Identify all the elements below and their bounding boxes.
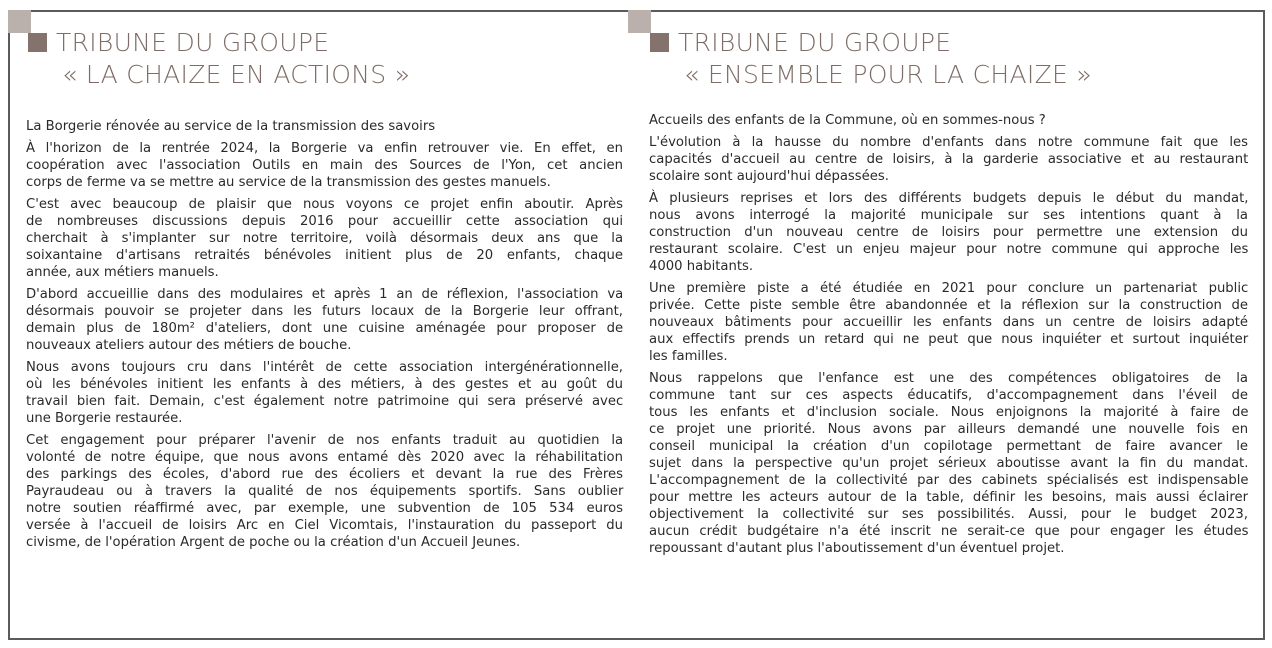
paragraph (26, 286, 623, 354)
text-line: nouveaux ateliers autour des métiers de bouche. (26, 338, 352, 353)
text-line: où les bénévoles initient les enfants à des métiers, à des gestes et au goût du (26, 377, 624, 392)
right-column-body (649, 112, 1248, 562)
heading-square-icon (28, 33, 47, 52)
left-heading (56, 27, 410, 91)
right-article-title: Accueils des enfants de la Commune, où en sommes-nous ? (649, 113, 1046, 128)
text-line: soixantaine d'artisans retraités bénévoles initient plus de 20 enfants, chaque (26, 248, 623, 263)
text-line: volonté de notre équipe, que nous avons entamé dès 2020 avec la réhabilitation (26, 450, 623, 465)
text-line: construction d'un nouveau centre de loisirs pour permettre une extension du (649, 225, 1248, 240)
text-line: L'accompagnement de la collectivité par des cabinets spécialisés est indispensable (649, 473, 1249, 488)
text-line: civisme, de l'opération Argent de poche ou la création d'un Accueil Jeunes. (26, 535, 521, 550)
text-line: capacités d'accueil au centre de loisirs, à la garderie associative et au restaurant (649, 152, 1249, 167)
text-line: Nous rappelons que l'enfance est une des compétences obligatoires de la (649, 371, 1248, 386)
text-line: Payraudeau ou à travers la qualité de nos équipements sportifs. Sans oublier (26, 484, 624, 499)
left-heading-line2: « LA CHAIZE EN ACTIONS » (62, 60, 411, 89)
left-heading-line1: TRIBUNE DU GROUPE (56, 28, 330, 57)
text-line: ce projet une priorité. Nous avons par ailleurs demandé une nouvelle fois en (649, 422, 1249, 437)
paragraph (26, 359, 623, 427)
paragraph (26, 196, 623, 281)
text-line: sujet dans la perspective qu'un projet sérieux aboutisse avant la fin du mandat. (649, 456, 1249, 471)
text-line: travail bien fait. Demain, c'est également notre patrimoine qui sera préservé avec (26, 394, 624, 409)
text-line: À l'horizon de la rentrée 2024, la Borgerie va enfin retrouver vie. En effet, en (26, 141, 623, 156)
text-line: des parkings des écoles, d'abord rue des écoliers et devant la rue des Frères (26, 467, 623, 482)
text-line: demain plus de 180m² d'ateliers, dont une cuisine aménagée pour proposer de (26, 321, 624, 336)
text-line: 4000 habitants. (649, 259, 754, 274)
left-column-body (26, 118, 623, 556)
paragraph (649, 190, 1248, 275)
heading-square-icon (650, 33, 669, 52)
text-line: coopération avec l'association Outils en main des Sources de l'Yon, cet ancien (26, 158, 623, 173)
paragraph (26, 140, 623, 191)
text-line: privée. Cette piste semble être abandonnée et la réflexion sur la construction de (649, 298, 1248, 313)
text-line: commune tant sur ces aspects éducatifs, d'accompagnement dans l'éveil de (649, 388, 1248, 403)
right-heading-line1: TRIBUNE DU GROUPE (678, 28, 952, 57)
text-line: objectivement la collectivité sur ses possibilités. Aussi, pour le budget 2023, (649, 507, 1248, 522)
text-line: C'est avec beaucoup de plaisir que nous voyons ce projet enfin aboutir. Après (26, 197, 623, 212)
text-line: scolaire sont aujourd'hui dépassées. (649, 169, 889, 184)
text-line: Nous avons toujours cru dans l'intérêt de cette association intergénérationnelle, (26, 360, 623, 375)
text-line: repoussant d'autant plus l'aboutissement d'un éventuel projet. (649, 541, 1065, 556)
text-line: aucun crédit budgétaire n'a été inscrit ne serait-ce que pour engager les études (649, 524, 1249, 539)
text-line: aux effectifs prends un retard qui ne peut que nous inquiéter et surtout inquiéter (649, 332, 1249, 347)
right-heading-line2: « ENSEMBLE POUR LA CHAIZE » (684, 60, 1092, 89)
paragraph (649, 280, 1248, 365)
corner-square-light-icon (628, 10, 651, 33)
text-line: nous avons interrogé la majorité municipale sur ses intentions quant à la (649, 208, 1248, 223)
text-line: de nombreuses discussions depuis 2016 pour accueillir cette association qui (26, 214, 623, 229)
text-line: désormais pouvoir se projeter dans les futurs locaux de la Borgerie leur offrant, (26, 304, 623, 319)
text-line: D'abord accueillie dans des modulaires et après 1 an de réflexion, l'association va (26, 287, 624, 302)
text-line: une Borgerie restaurée. (26, 411, 183, 426)
corner-square-light-icon (8, 10, 31, 33)
text-line: année, aux métiers manuels. (26, 265, 219, 280)
text-line: versée à l'accueil de loisirs Arc en Ciel Vicomtais, l'instauration du passeport du (26, 518, 623, 533)
text-line: L'évolution à la hausse du nombre d'enfants dans notre commune fait que les (649, 135, 1248, 150)
text-line: les familles. (649, 349, 728, 364)
text-line: corps de ferme va se mettre au service de la transmission des gestes manuels. (26, 175, 551, 190)
text-line: nouveaux bâtiments pour accueillir les enfants dans un centre de loisirs adapté (649, 315, 1248, 330)
text-line: notre soutien réaffirmé avec, par exemple, une subvention de 105 534 euros (26, 501, 624, 516)
text-line: Cet engagement pour préparer l'avenir de nos enfants traduit au quotidien la (26, 433, 624, 448)
paragraph (649, 370, 1248, 557)
paragraph (649, 134, 1248, 185)
text-line: conseil municipal la création d'un copilotage permettant de faire avancer le (649, 439, 1248, 454)
text-line: restaurant scolaire. C'est un enjeu majeur pour notre commune qui approche les (649, 242, 1249, 257)
text-line: tous les enfants et d'inclusion sociale. Nous enjoignons la majorité à faire de (649, 405, 1249, 420)
text-line: pour mettre les acteurs autour de la table, définir les besoins, mais aussi éclairer (649, 490, 1248, 505)
paragraph (26, 432, 623, 551)
text-line: Une première piste a été étudiée en 2021 pour conclure un partenariat public (649, 281, 1249, 296)
right-heading (678, 27, 1092, 91)
text-line: À plusieurs reprises et lors des différents budgets depuis le début du mandat, (649, 191, 1249, 206)
left-article-title: La Borgerie rénovée au service de la transmission des savoirs (26, 119, 436, 134)
text-line: cherchait à s'implanter sur notre territoire, voilà désormais deux ans que la (26, 231, 624, 246)
